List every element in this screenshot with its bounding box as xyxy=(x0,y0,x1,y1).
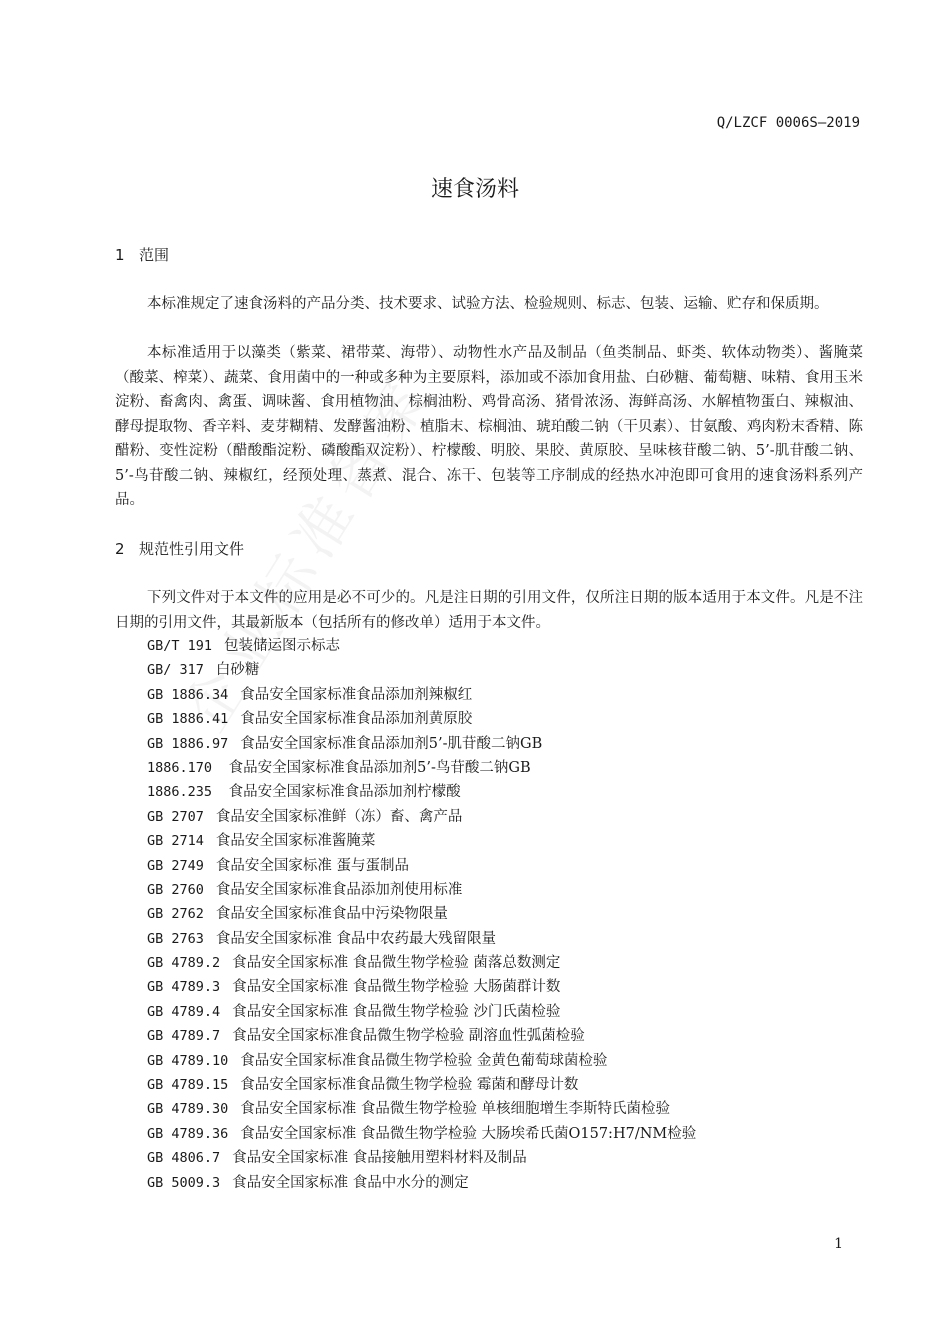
reference-item xyxy=(147,634,867,658)
reference-code: GB 4789.4 xyxy=(147,1003,221,1020)
reference-item xyxy=(147,732,867,756)
reference-title: 食品安全国家标准 蛋与蛋制品 xyxy=(215,857,410,874)
section-title: 规范性引用文件 xyxy=(139,540,245,558)
reference-code: GB 5009.3 xyxy=(147,1174,221,1191)
reference-code: GB 1886.41 xyxy=(147,711,229,728)
reference-title: 食品安全国家标准食品添加剂柠檬酸 xyxy=(224,784,461,801)
reference-item xyxy=(147,756,867,780)
reference-title: 食品安全国家标准食品微生物学检验 霉菌和酵母计数 xyxy=(240,1077,579,1094)
reference-title: 食品安全国家标准 食品微生物学检验 大肠埃希氏菌O157:H7/NM检验 xyxy=(240,1125,697,1142)
reference-item xyxy=(147,805,867,829)
reference-code: GB 1886.34 xyxy=(147,686,229,703)
reference-title: 食品安全国家标准 食品中农药最大残留限量 xyxy=(215,930,497,947)
reference-item xyxy=(147,658,867,682)
reference-title: 食品安全国家标准酱腌菜 xyxy=(215,833,376,850)
reference-item xyxy=(147,1146,867,1170)
reference-item xyxy=(147,1122,867,1146)
section-2-heading xyxy=(115,538,244,559)
reference-code: GB 4789.3 xyxy=(147,979,221,996)
reference-list xyxy=(147,634,867,1195)
reference-title: 食品安全国家标准食品添加剂辣椒红 xyxy=(240,686,473,703)
reference-title: 食品安全国家标准食品添加剂使用标准 xyxy=(215,881,463,898)
reference-item xyxy=(147,1171,867,1195)
reference-code: GB/T 191 xyxy=(147,638,213,654)
reference-title: 白砂糖 xyxy=(215,662,260,679)
reference-item xyxy=(147,1000,867,1024)
reference-item xyxy=(147,1024,867,1048)
reference-code: GB 2714 xyxy=(147,833,204,850)
reference-code: GB 4789.7 xyxy=(147,1028,221,1045)
reference-title: 食品安全国家标准食品微生物学检验 副溶血性弧菌检验 xyxy=(232,1028,585,1045)
reference-title: 食品安全国家标准 食品微生物学检验 沙门氏菌检验 xyxy=(232,1003,561,1020)
reference-code: GB 4789.30 xyxy=(147,1101,229,1118)
reference-item xyxy=(147,1073,867,1097)
section-1-paragraph-1: 本标准规定了速食汤料的产品分类、技术要求、试验方法、检验规则、标志、包装、运输、贮存和保质期。 xyxy=(147,296,829,312)
reference-code: GB/ 317 xyxy=(147,662,204,679)
reference-code: GB 2762 xyxy=(147,906,204,923)
reference-title: 食品安全国家标准 食品中水分的测定 xyxy=(232,1174,469,1191)
reference-code: GB 4789.10 xyxy=(147,1052,229,1069)
reference-title: 食品安全国家标准 食品接触用塑料材料及制品 xyxy=(232,1150,527,1167)
reference-code: GB 2707 xyxy=(147,808,204,825)
reference-title: 食品安全国家标准食品添加剂5’-鸟苷酸二钠GB xyxy=(224,759,531,776)
section-2-paragraph-1: 下列文件对于本文件的应用是必不可少的。凡是注日期的引用文件，仅所注日期的版本适用于本文件。凡是不注日期的引用文件，其最新版本（包括所有的修改单）适用于本文件。 xyxy=(115,590,863,631)
reference-title: 食品安全国家标准 食品微生物学检验 菌落总数测定 xyxy=(232,955,561,972)
reference-code: 1886.170 xyxy=(147,759,213,776)
reference-item xyxy=(147,1049,867,1073)
reference-title: 食品安全国家标准食品中污染物限量 xyxy=(215,906,448,923)
reference-code: GB 4789.2 xyxy=(147,955,221,972)
reference-item xyxy=(147,878,867,902)
reference-item xyxy=(147,707,867,731)
reference-item xyxy=(147,683,867,707)
reference-title: 食品安全国家标准 食品微生物学检验 单核细胞增生李斯特氏菌检验 xyxy=(240,1101,670,1118)
reference-item xyxy=(147,780,867,804)
reference-code: GB 4789.15 xyxy=(147,1077,229,1094)
reference-title: 食品安全国家标准食品添加剂黄原胶 xyxy=(240,711,473,728)
reference-title: 包装储运图示标志 xyxy=(224,638,341,654)
reference-item xyxy=(147,1097,867,1121)
reference-item xyxy=(147,951,867,975)
section-title: 范围 xyxy=(139,246,170,264)
reference-code: GB 4806.7 xyxy=(147,1150,221,1167)
document-title: 速食汤料 xyxy=(430,177,519,202)
reference-title: 食品安全国家标准食品微生物学检验 金黄色葡萄球菌检验 xyxy=(240,1052,608,1069)
reference-code: 1886.235 xyxy=(147,784,213,801)
reference-item xyxy=(147,829,867,853)
reference-code: GB 4789.36 xyxy=(147,1125,229,1142)
section-number: 2 xyxy=(115,540,125,558)
reference-title: 食品安全国家标准食品添加剂5’-肌苷酸二钠GB xyxy=(240,735,543,752)
reference-code: GB 2763 xyxy=(147,930,204,947)
page-number: 1 xyxy=(834,1236,843,1252)
reference-code: GB 2749 xyxy=(147,857,204,874)
section-number: 1 xyxy=(115,246,125,264)
reference-code: GB 2760 xyxy=(147,881,204,898)
reference-title: 食品安全国家标准 食品微生物学检验 大肠菌群计数 xyxy=(232,979,561,996)
section-1-paragraph-2: 本标准适用于以藻类（紫菜、裙带菜、海带）、动物性水产品及制品（鱼类制品、虾类、软体动物类）、酱腌菜（酸菜、榨菜）、蔬菜、食用菌中的一种或多种为主要原料，添加或不添加食用盐、白砂糖、葡萄糖、味精、食用玉米淀粉、畜禽肉、禽蛋、调味酱、食用植物油、棕榈油粉、鸡骨高汤、猪骨浓汤、海鲜高汤、水解植物蛋白、辣椒油、酵母提取物、香辛料、麦芽糊精、发酵酱油粉、植脂末、棕榈油、琥珀酸二钠（干贝素）、甘氨酸、鸡肉粉末香精、陈醋粉、变性淀粉（醋酸酯淀粉、磷酸酯双淀粉）、柠檬酸、明胶、果胶、黄原胶、呈味核苷酸二钠、5’-肌苷酸二钠、5’-鸟苷酸二钠、辣椒红，经预处理、蒸煮、混合、冻干、包装等工序制成的经热水冲泡即可食用的速食汤料系列产品。 xyxy=(115,345,863,508)
reference-item xyxy=(147,975,867,999)
section-1-heading xyxy=(115,244,169,265)
reference-item xyxy=(147,902,867,926)
reference-item xyxy=(147,854,867,878)
standard-number: Q/LZCF 0006S—2019 xyxy=(716,115,860,131)
reference-item xyxy=(147,927,867,951)
reference-code: GB 1886.97 xyxy=(147,735,229,752)
reference-title: 食品安全国家标准鲜（冻）畜、禽产品 xyxy=(215,808,463,825)
